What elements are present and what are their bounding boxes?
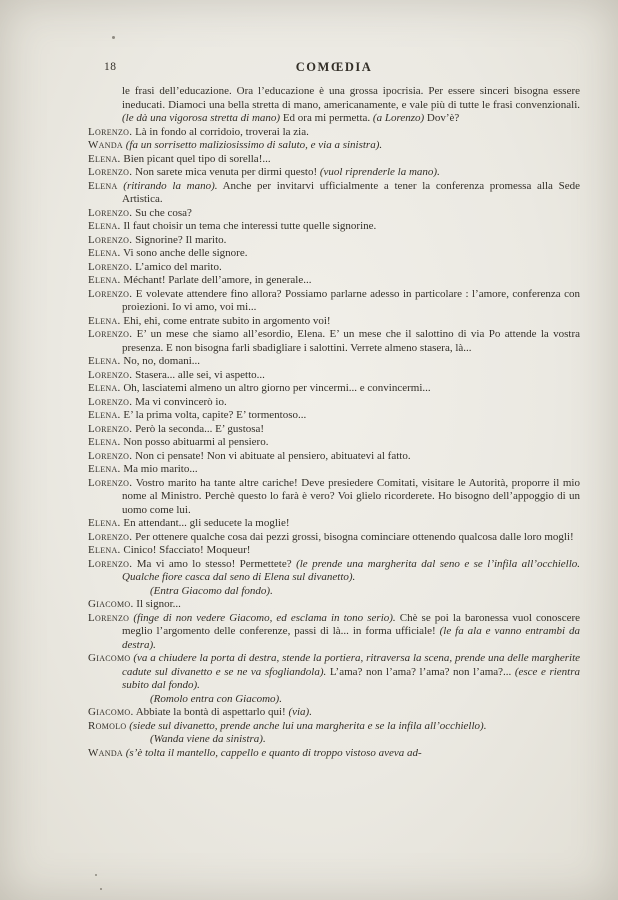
dialogue-paragraph (88, 369, 580, 383)
speaker-name: Lorenzo (88, 611, 130, 624)
stage-direction-inline: (le dà una vigorosa stretta di mano) (122, 112, 281, 124)
dialogue-paragraph (88, 288, 580, 315)
speaker-name: Elena. (88, 436, 121, 448)
dialogue-text: Là in fondo al corridoio, troverai la zia. (135, 125, 309, 138)
dialogue-text: Ma vi amo lo stesso! Permettete? (136, 557, 297, 570)
dialogue-paragraph (88, 234, 580, 248)
dialogue-text: Il signor... (136, 598, 181, 610)
dialogue-text: le frasi dell’educazione. Ora l’educazione è una grossa ipocrisia. Per essere sinceri bisogna essere ineducati. Diamoci una bella stretta di mano, americanamente, e vale più di tutte le frasi convenzionali. (122, 85, 580, 111)
stage-direction (88, 693, 580, 707)
dialogue-paragraph (88, 274, 580, 288)
stage-direction-inline: (esce e rientra subito dal fondo). (122, 665, 581, 691)
speaker-name: Elena. (88, 409, 121, 421)
dialogue-paragraph (88, 328, 580, 355)
speaker-name: Lorenzo. (88, 260, 133, 273)
dialogue-paragraph (88, 612, 580, 653)
stage-direction-inline: (siede sul divanetto, prende anche lui una margherita e se la infila all’occhiello). (129, 719, 487, 732)
speaker-name: Wanda (88, 139, 123, 151)
speaker-name: Lorenzo. (88, 476, 133, 489)
stage-direction-inline: (le fa ala e vanno entrambi da destra). (122, 625, 581, 651)
dialogue-paragraph (88, 166, 580, 180)
stage-direction-inline: (vuol riprenderle la mano). (319, 166, 440, 178)
dialogue-paragraph (88, 220, 580, 234)
page-header (88, 60, 580, 78)
dialogue-text: L’ama? non l’ama? l’ama? non l’ama?... (326, 665, 515, 678)
speaker-name: Giacomo. (88, 706, 134, 718)
dialogue-paragraph (88, 720, 580, 734)
speaker-name: Elena. (88, 355, 121, 367)
play-text (88, 85, 580, 760)
dialogue-text: Su che cosa? (135, 206, 192, 219)
dialogue-paragraph (88, 355, 580, 369)
dialogue-paragraph (88, 517, 580, 531)
dialogue-text: Stasera... alle sei, vi aspetto... (135, 368, 265, 381)
dialogue-text: Ed ora mi permetta. (280, 112, 373, 124)
dialogue-text: No, no, domani... (123, 355, 201, 367)
dialogue-paragraph (88, 396, 580, 410)
dialogue-text: Signorine? Il marito. (135, 233, 227, 246)
dialogue-text: Vi sono anche delle signore. (123, 247, 248, 259)
dialogue-paragraph (88, 436, 580, 450)
stage-direction-inline: (ritirando la mano). (123, 179, 218, 192)
dialogue-text: Non sarete mica venuta per dirmi questo! (135, 166, 320, 178)
speaker-name: Elena. (88, 274, 121, 286)
scan-speck (112, 36, 115, 39)
dialogue-text: Per ottenere qualche cosa dai pezzi grossi, bisogna cominciare ottenendo qualcosa dalle loro mogli! (135, 530, 574, 543)
stage-direction-inline: (finge di non vedere Giacomo, ed esclama in tono serio). (133, 611, 396, 624)
speaker-name: Lorenzo. (88, 557, 133, 570)
stage-direction-inline: (fa un sorrisetto maliziosissimo di saluto, e via a sinistra). (125, 139, 383, 151)
speaker-name: Lorenzo. (88, 422, 133, 435)
dialogue-text: Abbiate la bontà di aspettarlo qui! (135, 706, 289, 718)
stage-direction-inline: (s’è tolta il mantello, cappello e quanto di troppo vistoso aveva ad- (125, 746, 422, 759)
speaker-name: Elena. (88, 382, 121, 394)
speaker-name: Elena. (88, 247, 121, 259)
dialogue-text: Oh, lasciatemi almeno un altro giorno per vincermi... e convincermi... (123, 382, 431, 394)
stage-direction (88, 733, 580, 747)
dialogue-paragraph (88, 126, 580, 140)
speaker-name: Lorenzo. (88, 206, 133, 219)
stage-direction-inline: (a Lorenzo) (372, 112, 425, 124)
speaker-name: Lorenzo. (88, 530, 133, 543)
speaker-name: Elena. (88, 152, 121, 165)
dialogue-text: En attendant... gli seducete la moglie! (123, 517, 290, 529)
speaker-name: Elena. (88, 544, 121, 556)
dialogue-paragraph (88, 463, 580, 477)
dialogue-text: E’ un mese che siamo all’esordio, Elena. E’ un mese che il salottino di via Po attende la vostra presenza. E non bisogna farli sbadigliare i salottini. Verrete almeno stasera, là... (122, 328, 580, 354)
dialogue-text: Vostro marito ha tante altre cariche! Deve presiedere Comitati, visitare le Autorità, proporre il mio nome al Ministro. Perchè questo lo farà è vero? Voi glielo ricorderete. Ho bisogno dell’appoggio di un uomo come lui. (122, 476, 580, 516)
dialogue-paragraph (88, 544, 580, 558)
dialogue-text: Méchant! Parlate dell’amore, in generale... (123, 274, 312, 286)
dialogue-text: Non ci pensate! Non vi abituate al pensiero, abituatevi al fatto. (135, 449, 411, 462)
dialogue-paragraph (88, 139, 580, 153)
speaker-name: Lorenzo. (88, 395, 133, 408)
dialogue-paragraph (88, 450, 580, 464)
speaker-name: Elena. (88, 314, 121, 327)
speaker-name: Wanda (88, 746, 123, 759)
dialogue-paragraph (88, 558, 580, 585)
speaker-name: Romolo (88, 719, 127, 732)
dialogue-paragraph (88, 207, 580, 221)
dialogue-paragraph (88, 652, 580, 693)
stage-direction-inline: (Wanda viene da sinistra). (150, 733, 266, 745)
dialogue-paragraph (88, 477, 580, 518)
speaker-name: Lorenzo. (88, 233, 133, 246)
dialogue-text: Chè se poi la baronessa vuol conoscere meglio l’argomento delle conferenze, passi di là... in forma ufficiale! (122, 611, 580, 637)
dialogue-paragraph (88, 409, 580, 423)
speaker-name: Giacomo (88, 652, 131, 664)
stage-direction-inline: (le prende una margherita dal seno e se l’infila all’occhiello. Qualche fiore casca dal seno di Elena sul divanetto). (122, 557, 581, 583)
dialogue-text: Ma mio marito... (123, 463, 198, 475)
speaker-name: Lorenzo. (88, 125, 133, 138)
dialogue-text: E volevate attendere fino allora? Possiamo parlarne adesso in particolare : l’amore, conferenza con proiezioni. Io vi amo, voi mi... (122, 287, 580, 313)
dialogue-paragraph (88, 598, 580, 612)
speaker-name: Lorenzo. (88, 166, 133, 178)
scan-speck (100, 888, 102, 890)
speaker-name: Giacomo. (88, 598, 134, 610)
speaker-name: Lorenzo. (88, 328, 133, 340)
dialogue-text: Dov’è? (424, 112, 460, 124)
speaker-name: Lorenzo. (88, 449, 133, 462)
dialogue-paragraph (88, 315, 580, 329)
dialogue-paragraph (88, 261, 580, 275)
dialogue-paragraph (88, 382, 580, 396)
dialogue-paragraph (88, 247, 580, 261)
dialogue-paragraph (88, 706, 580, 720)
dialogue-paragraph (88, 180, 580, 207)
continuation-paragraph (88, 85, 580, 126)
stage-direction-inline: (Romolo entra con Giacomo). (150, 692, 282, 705)
dialogue-paragraph (88, 747, 580, 761)
speaker-name: Elena. (88, 463, 121, 475)
dialogue-text: Cinico! Sfacciato! Moqueur! (123, 544, 251, 556)
dialogue-text: Però la seconda... E’ gustosa! (135, 422, 265, 435)
stage-direction-inline: (va a chiudere la porta di destra, stende la portiera, ritraversa la scena, prende una delle margherite cadute sul divanetto e se ne va sfogliandola). (122, 652, 581, 678)
dialogue-text: Non posso abituarmi al pensiero. (123, 436, 269, 448)
dialogue-text: Ehi, ehi, come entrate subito in argomento voi! (123, 314, 331, 327)
dialogue-text: Anche per invitarvi ufficialmente a tener la conferenza promessa alla Sede Artistica. (122, 179, 581, 205)
stage-direction-inline: (via). (288, 706, 312, 718)
dialogue-text: E’ la prima volta, capite? E’ tormentoso... (123, 409, 307, 421)
speaker-name: Elena (88, 179, 118, 192)
speaker-name: Lorenzo. (88, 287, 133, 300)
stage-direction-inline: (Entra Giacomo dal fondo). (150, 584, 273, 597)
dialogue-paragraph (88, 531, 580, 545)
speaker-name: Lorenzo. (88, 368, 133, 381)
dialogue-paragraph (88, 153, 580, 167)
dialogue-text: Il faut choisir un tema che interessi tutte quelle signorine. (123, 220, 377, 232)
speaker-name: Elena. (88, 517, 121, 529)
speaker-name: Elena. (88, 220, 121, 232)
page-number: 18 (104, 61, 117, 73)
scan-speck (95, 874, 97, 876)
dialogue-text: Ma vi convincerò io. (135, 395, 227, 408)
stage-direction (88, 585, 580, 599)
dialogue-paragraph (88, 423, 580, 437)
dialogue-text: L’amico del marito. (135, 260, 222, 273)
dialogue-text: Bien picant quel tipo di sorella!... (123, 152, 271, 165)
journal-title: COMŒDIA (295, 60, 373, 74)
